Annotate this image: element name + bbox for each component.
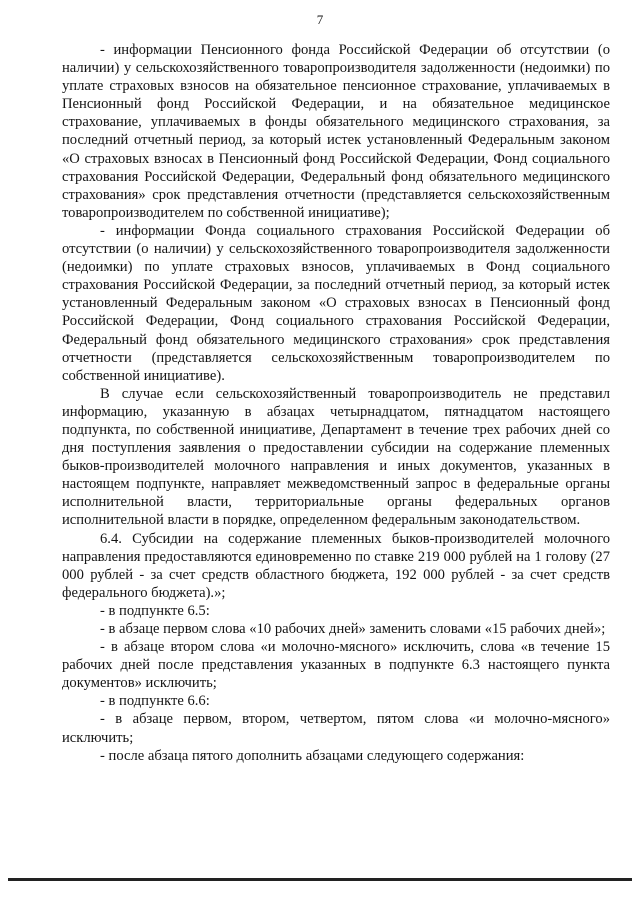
paragraph-subclause-6-5: - в подпункте 6.5: bbox=[100, 602, 210, 619]
page-number: 7 bbox=[316, 12, 324, 27]
paragraph-pfr-info: - информации Пенсионного фонда Российской Федерации об отсутствии (о наличии) у сельскохозяйственного товаропроизводителя задолженности (недоимки) по уплате страховых взносов на обязательное пенсионное страхование, уплачиваемых в Пенсионный фонд Российской Федерации, и на обязательное медицинское страхование, уплачиваемых в фонды обязательного медицинского страхования, за последний отчетный период, за который истек установленный Федеральным законом «О страховых взносах в Пенсионный фонд Российской Федерации, Фонд социального страхования Российской Федерации, Федеральный фонд обязательного медицинского страхования» срок представления отчетности (представляется сельскохозяйственным товаропроизводителем по собственной инициативе); bbox=[62, 42, 610, 221]
document-body bbox=[62, 41, 610, 765]
paragraph-6-5-first: - в абзаце первом слова «10 рабочих дней» заменить словами «15 рабочих дней»; bbox=[100, 621, 606, 637]
paragraph-6-5-second: - в абзаце втором слова «и молочно-мясного» исключить, слова «в течение 15 рабочих дней после представления указанных в подпункте 6.3 настоящего пункта документов» исключить; bbox=[62, 639, 610, 692]
bottom-divider bbox=[8, 878, 632, 881]
paragraph-interagency-request: В случае если сельскохозяйственный товаропроизводитель не представил информацию, указанную в абзацах четырнадцатом, пятнадцатом настоящего подпункта, по собственной инициативе, Департамент в течение трех рабочих дней со дня поступления заявления о предоставлении субсидии на содержание племенных быков-производителей молочного направления и иных документов, указанных в настоящем подпункте, направляет межведомственный запрос в федеральные органы исполнительной власти, территориальные органы федеральных органов исполнительной власти в порядке, определенном федеральным законодательством. bbox=[62, 385, 610, 529]
paragraph-fss-info: - информации Фонда социального страхования Российской Федерации об отсутствии (о наличии) у сельскохозяйственного товаропроизводителя задолженности (недоимки) по уплате страховых взносов, уплачиваемых в Фонд социального страхования Российской Федерации, за последний отчетный период, за который истек установленный Федеральным законом «О страховых взносах в Пенсионный фонд Российской Федерации, Фонд социального страхования Российской Федерации, Федеральный фонд обязательного медицинского страхования» срок представления отчетности (представляется сельскохозяйственным товаропроизводителем по собственной инициативе). bbox=[62, 222, 610, 384]
paragraph-6-6-add: - после абзаца пятого дополнить абзацами следующего содержания: bbox=[100, 747, 525, 764]
paragraph-subclause-6-6: - в подпункте 6.6: bbox=[100, 693, 210, 710]
paragraph-subsidy-rate: 6.4. Субсидии на содержание племенных быков-производителей молочного направления предоставляются единовременно по ставке 219 000 рублей на 1 голову (27 000 рублей - за счет средств областного бюджета, 192 000 рублей - за счет средств федерального бюджета).»; bbox=[62, 530, 610, 601]
paragraph-6-6-exclude: - в абзаце первом, втором, четвертом, пятом слова «и молочно-мясного» исключить; bbox=[62, 711, 610, 746]
